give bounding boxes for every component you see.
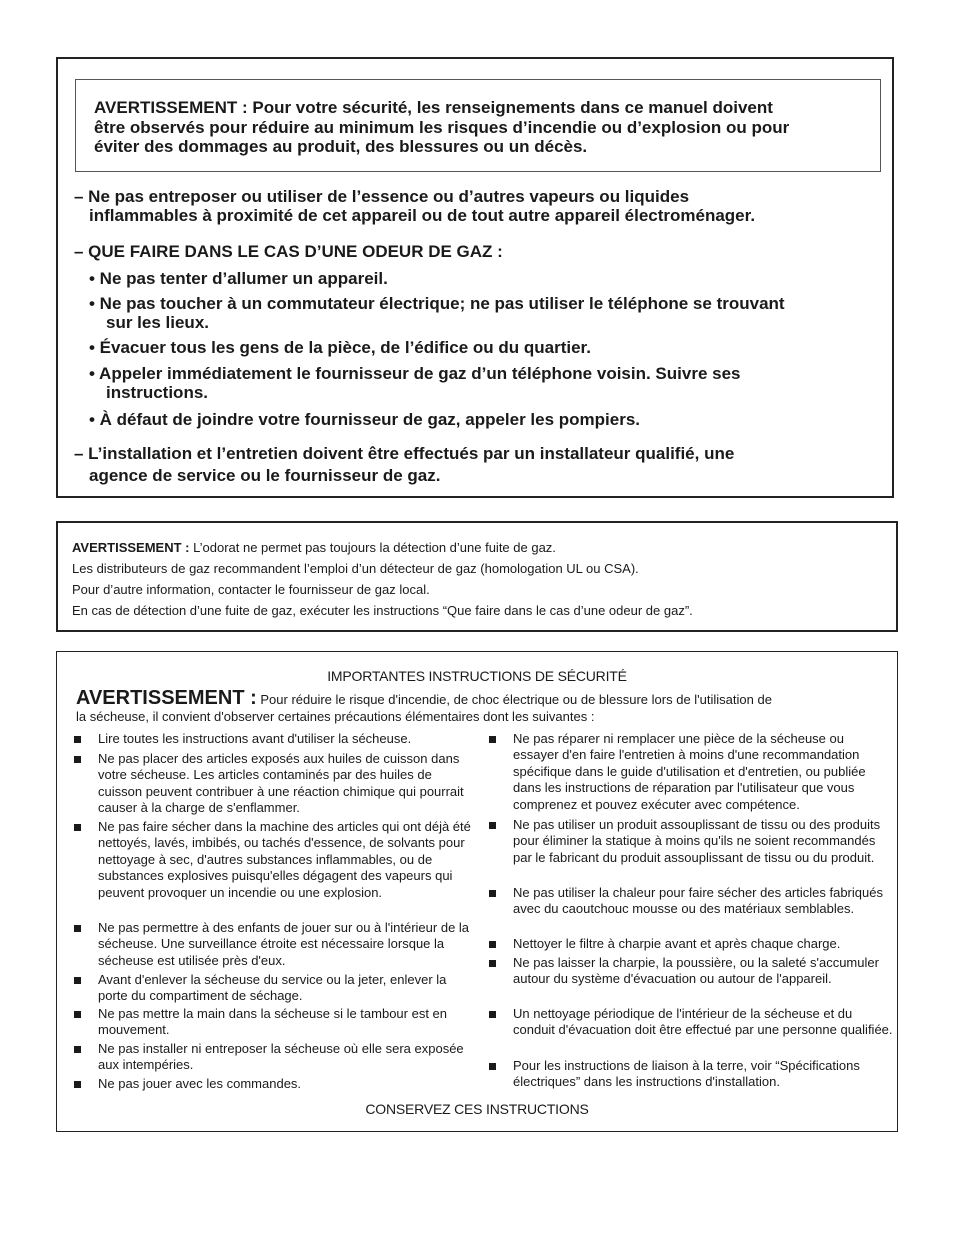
gas-leak-line-4: En cas de détection d’une fuite de gaz, exécuter les instructions “Que faire dans le cas d’une odeur de gaz”.: [72, 603, 693, 618]
dryer-warning-line-1: [76, 687, 772, 710]
square-bullet-icon: [489, 736, 496, 743]
gas-safety-warning-box: [56, 57, 894, 498]
square-bullet-icon: [489, 1011, 496, 1018]
list-item-text: Ne pas faire sécher dans la machine des articles qui ont déjà été nettoyés, lavés, imbibés, ou tachés d'essence, de solvants pour nettoyage à sec, d'autres substances inflammables, ou de substances explosives puisqu'elles dégagent des vapeurs qui peuvent provoquer un incendie ou une explosion.: [98, 819, 471, 900]
list-item-text: Ne pas utiliser la chaleur pour faire sécher des articles fabriqués avec du caoutchouc mousse ou des matériaux semblables.: [513, 885, 883, 917]
dryer-warning-label: AVERTISSEMENT :: [76, 687, 257, 709]
gas-odor-bullet-2: • Ne pas toucher à un commutateur électrique; ne pas utiliser le téléphone se trouvant: [89, 294, 785, 313]
important-safety-instructions-box: [56, 651, 898, 1132]
gasoline-storage-line-2: inflammables à proximité de cet appareil ou de tout autre appareil électroménager.: [89, 206, 756, 225]
square-bullet-icon: [74, 1081, 81, 1088]
gas-odor-bullet-1: • Ne pas tenter d’allumer un appareil.: [89, 269, 388, 288]
gas-leak-line-2: Les distributeurs de gaz recommandent l’emploi d’un détecteur de gaz (homologation UL ou CSA).: [72, 561, 639, 576]
warning-line-2: être observés pour réduire au minimum les risques d’incendie ou d’explosion ou pour: [94, 117, 790, 137]
warning-line-1: AVERTISSEMENT : Pour votre sécurité, les renseignements dans ce manuel doivent: [94, 98, 773, 117]
list-item-text: Ne pas mettre la main dans la sécheuse si le tambour est en mouvement.: [98, 1006, 448, 1038]
list-item-text: Ne pas utiliser un produit assouplissant de tissu ou des produits pour éliminer la statique à moins qu'ils ne soient recommandés par le fabricant du produit assouplissant de tissu ou du produit.: [513, 817, 881, 865]
safety-warning-callout: [75, 79, 881, 172]
installation-line-2: agence de service ou le fournisseur de gaz.: [89, 466, 441, 485]
square-bullet-icon: [74, 1046, 81, 1053]
list-item-text: Ne pas réparer ni remplacer une pièce de la sécheuse ou essayer d'en faire l'entretien à moins d'une recommandation spécifique dans le guide d'utilisation et d'entretien, ou publiée dans les instructions de réparation par l'utilisateur que vous comprenez et pouvez exécuter avec compétence.: [513, 731, 866, 812]
list-item-text: Ne pas laisser la charpie, la poussière, ou la saleté s'accumuler autour du système d'évacuation ou autour de l'appareil.: [513, 955, 879, 987]
dryer-warning-line-2: la sécheuse, il convient d'observer certaines précautions élémentaires dont les suivantes :: [76, 709, 595, 724]
gas-odor-bullet-5: • À défaut de joindre votre fournisseur de gaz, appeler les pompiers.: [89, 410, 641, 429]
keep-instructions-footer: CONSERVEZ CES INSTRUCTIONS: [365, 1101, 589, 1117]
square-bullet-icon: [489, 822, 496, 829]
list-item-text: Avant d'enlever la sécheuse du service ou la jeter, enlever la porte du compartiment de séchage.: [98, 972, 447, 1004]
gas-leak-line-1: [72, 540, 556, 555]
gas-odor-bullet-3: • Évacuer tous les gens de la pièce, de l’édifice ou du quartier.: [89, 338, 591, 357]
list-item-text: Un nettoyage périodique de l'intérieur de la sécheuse et du conduit d'évacuation doit être effectué par une personne qualifiée.: [513, 1006, 893, 1038]
square-bullet-icon: [74, 736, 81, 743]
square-bullet-icon: [74, 977, 81, 984]
warning-line-3: éviter des dommages au produit, des blessures ou un décès.: [94, 137, 588, 156]
gas-leak-detection-box: [56, 521, 898, 632]
list-item-text: Ne pas installer ni entreposer la sécheuse où elle sera exposée aux intempéries.: [98, 1041, 464, 1073]
square-bullet-icon: [489, 890, 496, 897]
square-bullet-icon: [489, 1063, 496, 1070]
list-item-text: Ne pas permettre à des enfants de jouer sur ou à l'intérieur de la sécheuse. Une surveillance étroite est nécessaire lorsque la sécheuse est utilisée près d'eux.: [98, 920, 470, 968]
square-bullet-icon: [74, 1011, 81, 1018]
list-item-text: Ne pas jouer avec les commandes.: [98, 1076, 302, 1091]
gasoline-storage-line-1: – Ne pas entreposer ou utiliser de l’essence ou d’autres vapeurs ou liquides: [74, 187, 690, 206]
gas-odor-heading: – QUE FAIRE DANS LE CAS D’UNE ODEUR DE GAZ :: [74, 242, 503, 261]
square-bullet-icon: [74, 925, 81, 932]
square-bullet-icon: [489, 941, 496, 948]
dryer-warning-text: Pour réduire le risque d'incendie, de choc électrique ou de blessure lors de l'utilisation de: [256, 692, 772, 707]
installation-line-1: – L’installation et l’entretien doivent être effectués par un installateur qualifié, une: [74, 444, 735, 463]
square-bullet-icon: [74, 824, 81, 831]
list-item-text: Ne pas placer des articles exposés aux huiles de cuisson dans votre sécheuse. Les articles contaminés par des huiles de cuisson peuvent contribuer à une réaction chimique qui pourrait causer à la charge de s'enflammer.: [98, 751, 464, 816]
gas-odor-bullet-2-cont: sur les lieux.: [106, 313, 209, 332]
safety-instructions-title: IMPORTANTES INSTRUCTIONS DE SÉCURITÉ: [327, 668, 627, 684]
gas-leak-line-3: Pour d’autre information, contacter le fournisseur de gaz local.: [72, 582, 430, 597]
gas-odor-bullet-4: • Appeler immédiatement le fournisseur de gaz d’un téléphone voisin. Suivre ses: [89, 364, 741, 383]
square-bullet-icon: [74, 756, 81, 763]
list-item-text: Pour les instructions de liaison à la terre, voir “Spécifications électriques” dans les instructions d'installation.: [513, 1058, 860, 1090]
gas-leak-line-1-text: L’odorat ne permet pas toujours la détection d’une fuite de gaz.: [189, 540, 556, 555]
list-item-text: Nettoyer le filtre à charpie avant et après chaque charge.: [513, 936, 841, 951]
gas-odor-bullet-4-cont: instructions.: [106, 383, 209, 402]
square-bullet-icon: [489, 960, 496, 967]
list-item-text: Lire toutes les instructions avant d'utiliser la sécheuse.: [98, 731, 412, 746]
warning-label: AVERTISSEMENT :: [72, 540, 190, 555]
